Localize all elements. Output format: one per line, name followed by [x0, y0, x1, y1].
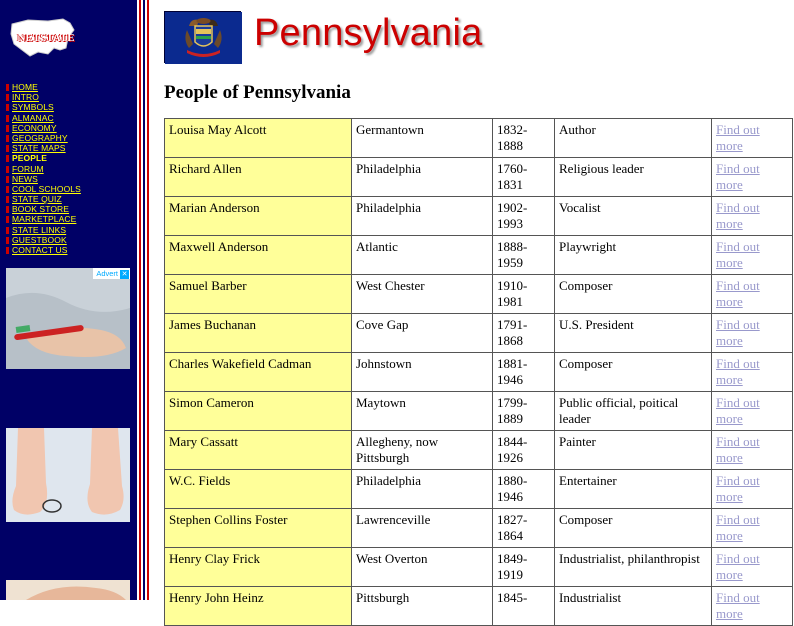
table-row	[165, 314, 793, 353]
find-out-more-link[interactable]: Find out more	[716, 161, 760, 192]
table-row	[165, 197, 793, 236]
bullet-icon	[6, 166, 9, 173]
nav-link-news[interactable]: NEWS	[12, 173, 38, 184]
nav-item-geography[interactable]	[6, 132, 81, 142]
table-row	[165, 392, 793, 431]
find-out-more-link[interactable]: Find out more	[716, 434, 760, 465]
person-occupation: Entertainer	[555, 470, 712, 509]
person-occupation: Industrialist	[555, 587, 712, 626]
find-out-more-cell	[712, 392, 793, 431]
close-icon[interactable]: ✕	[121, 271, 128, 278]
bullet-icon	[6, 104, 9, 111]
find-out-more-link[interactable]: Find out more	[716, 551, 760, 582]
nav-link-home[interactable]: HOME	[12, 82, 38, 92]
page-title: Pennsylvania	[254, 12, 483, 54]
table-row	[165, 353, 793, 392]
table-row	[165, 236, 793, 275]
table-row	[165, 509, 793, 548]
find-out-more-link[interactable]: Find out more	[716, 512, 760, 543]
nav-item-state-quiz[interactable]	[6, 193, 81, 203]
person-birthplace: Philadelphia	[352, 158, 493, 197]
nav-item-almanac[interactable]	[6, 112, 81, 122]
person-birthplace: Maytown	[352, 392, 493, 431]
person-occupation: Composer	[555, 353, 712, 392]
person-occupation: Vocalist	[555, 197, 712, 236]
find-out-more-cell	[712, 470, 793, 509]
table-row	[165, 431, 793, 470]
bullet-icon	[6, 155, 9, 162]
find-out-more-link[interactable]: Find out more	[716, 356, 760, 387]
find-out-more-cell	[712, 275, 793, 314]
bullet-icon	[6, 115, 9, 122]
person-name: Charles Wakefield Cadman	[165, 353, 352, 392]
person-years: 1902-1993	[493, 197, 555, 236]
logo-text: NETSTATE	[17, 32, 75, 44]
nav-link-state-maps[interactable]: STATE MAPS	[12, 143, 66, 154]
ad-image-hands[interactable]	[6, 580, 130, 600]
people-table	[164, 118, 793, 626]
person-birthplace: Philadelphia	[352, 197, 493, 236]
person-birthplace: Pittsburgh	[352, 587, 493, 626]
person-years: 1845-	[493, 587, 555, 626]
person-birthplace: Cove Gap	[352, 314, 493, 353]
person-years: 1844-1926	[493, 431, 555, 470]
nav-item-book-store[interactable]	[6, 203, 81, 213]
person-name: Stephen Collins Foster	[165, 509, 352, 548]
person-name: Marian Anderson	[165, 197, 352, 236]
person-birthplace: Johnstown	[352, 353, 493, 392]
person-name: W.C. Fields	[165, 470, 352, 509]
find-out-more-link[interactable]: Find out more	[716, 317, 760, 348]
bullet-icon	[6, 135, 9, 142]
find-out-more-cell	[712, 548, 793, 587]
nav-link-state-quiz[interactable]: STATE QUIZ	[12, 194, 62, 205]
person-years: 1832-1888	[493, 119, 555, 158]
nav-link-marketplace[interactable]: MARKETPLACE	[12, 214, 77, 225]
person-name: Henry Clay Frick	[165, 548, 352, 587]
nav-link-contact-us[interactable]: CONTACT US	[12, 245, 68, 255]
person-occupation: Author	[555, 119, 712, 158]
person-occupation: Composer	[555, 275, 712, 314]
ad-image-feet[interactable]	[6, 428, 130, 522]
find-out-more-link[interactable]: Find out more	[716, 278, 760, 309]
find-out-more-cell	[712, 158, 793, 197]
nav-item-state-links[interactable]	[6, 224, 81, 234]
person-birthplace: West Chester	[352, 275, 493, 314]
bullet-icon	[6, 196, 9, 203]
nav-item-intro[interactable]	[6, 91, 81, 101]
nav-link-geography[interactable]: GEOGRAPHY	[12, 132, 68, 143]
nav-item-marketplace[interactable]	[6, 213, 81, 223]
person-birthplace: Philadelphia	[352, 470, 493, 509]
person-years: 1910-1981	[493, 275, 555, 314]
nav-link-economy[interactable]: ECONOMY	[12, 122, 57, 133]
nav-item-home[interactable]	[6, 81, 81, 91]
person-years: 1849-1919	[493, 548, 555, 587]
bullet-icon	[6, 94, 9, 101]
ad-choices-badge[interactable]	[93, 268, 130, 279]
table-row	[165, 548, 793, 587]
nav-item-news[interactable]	[6, 173, 81, 183]
netstate-logo[interactable]	[8, 14, 78, 64]
person-name: Richard Allen	[165, 158, 352, 197]
person-occupation: Composer	[555, 509, 712, 548]
find-out-more-cell	[712, 314, 793, 353]
person-birthplace: Allegheny, now Pittsburgh	[352, 431, 493, 470]
find-out-more-link[interactable]: Find out more	[716, 395, 760, 426]
person-birthplace: Atlantic	[352, 236, 493, 275]
find-out-more-cell	[712, 236, 793, 275]
bullet-icon	[6, 247, 9, 254]
nav-item-cool-schools[interactable]	[6, 183, 81, 193]
nav-link-intro[interactable]: INTRO	[12, 92, 39, 103]
bullet-icon	[6, 237, 9, 244]
find-out-more-link[interactable]: Find out more	[716, 200, 760, 231]
person-birthplace: Germantown	[352, 119, 493, 158]
nav-link-guestbook[interactable]: GUESTBOOK	[12, 234, 67, 245]
nav-item-economy[interactable]	[6, 122, 81, 132]
bullet-icon	[6, 206, 9, 213]
person-occupation: Painter	[555, 431, 712, 470]
feet-ad-image	[6, 428, 130, 522]
person-years: 1791-1868	[493, 314, 555, 353]
nav-link-almanac[interactable]: ALMANAC	[12, 112, 54, 123]
nav-link-people[interactable]: PEOPLE	[12, 153, 48, 164]
person-name: Louisa May Alcott	[165, 119, 352, 158]
person-years: 1888-1959	[493, 236, 555, 275]
find-out-more-link[interactable]: Find out more	[716, 473, 760, 504]
find-out-more-cell	[712, 197, 793, 236]
find-out-more-cell	[712, 431, 793, 470]
person-name: Simon Cameron	[165, 392, 352, 431]
person-years: 1827-1864	[493, 509, 555, 548]
pa-coat-of-arms-icon	[165, 12, 242, 64]
nav-item-people[interactable]	[6, 152, 81, 162]
bullet-icon	[6, 186, 9, 193]
nav-link-symbols[interactable]: SYMBOLS	[12, 102, 54, 113]
toothbrush-ad-image	[6, 268, 130, 369]
find-out-more-link[interactable]: Find out more	[716, 590, 760, 621]
person-name: Samuel Barber	[165, 275, 352, 314]
bullet-icon	[6, 145, 9, 152]
person-name: Henry John Heinz	[165, 587, 352, 626]
table-row	[165, 275, 793, 314]
person-occupation: Playwright	[555, 236, 712, 275]
table-row	[165, 119, 793, 158]
nav-item-guestbook[interactable]	[6, 234, 81, 244]
bullet-icon	[6, 125, 9, 132]
ad-label: Advert	[96, 269, 118, 278]
bullet-icon	[6, 84, 9, 91]
ad-image-toothbrush[interactable]	[6, 268, 130, 369]
person-occupation: Public official, poitical leader	[555, 392, 712, 431]
pennsylvania-flag	[164, 11, 241, 63]
person-years: 1760-1831	[493, 158, 555, 197]
page-heading: People of Pennsylvania	[164, 82, 351, 103]
person-name: Maxwell Anderson	[165, 236, 352, 275]
person-occupation: Industrialist, philanthropist	[555, 548, 712, 587]
nav-item-symbols[interactable]	[6, 101, 81, 111]
nav-item-state-maps[interactable]	[6, 142, 81, 152]
person-occupation: U.S. President	[555, 314, 712, 353]
person-years: 1881-1946	[493, 353, 555, 392]
bullet-icon	[6, 227, 9, 234]
nav-link-cool-schools[interactable]: COOL SCHOOLS	[12, 183, 81, 194]
table-row	[165, 470, 793, 509]
sidebar	[0, 0, 137, 600]
find-out-more-cell	[712, 509, 793, 548]
person-name: James Buchanan	[165, 314, 352, 353]
person-name: Mary Cassatt	[165, 431, 352, 470]
sidebar-nav	[6, 81, 81, 254]
bullet-icon	[6, 176, 9, 183]
find-out-more-cell	[712, 119, 793, 158]
find-out-more-link[interactable]: Find out more	[716, 122, 760, 153]
hands-ad-image	[6, 580, 130, 600]
person-occupation: Religious leader	[555, 158, 712, 197]
nav-link-book-store[interactable]: BOOK STORE	[12, 204, 70, 215]
person-years: 1880-1946	[493, 470, 555, 509]
find-out-more-cell	[712, 587, 793, 626]
table-row	[165, 158, 793, 197]
person-years: 1799-1889	[493, 392, 555, 431]
nav-item-forum[interactable]	[6, 163, 81, 173]
person-birthplace: West Overton	[352, 548, 493, 587]
nav-link-forum[interactable]: FORUM	[12, 163, 44, 174]
find-out-more-cell	[712, 353, 793, 392]
bullet-icon	[6, 216, 9, 223]
find-out-more-link[interactable]: Find out more	[716, 239, 760, 270]
sidebar-stripes	[137, 0, 151, 600]
table-row	[165, 587, 793, 626]
person-birthplace: Lawrenceville	[352, 509, 493, 548]
nav-item-contact-us[interactable]	[6, 244, 81, 254]
nav-link-state-links[interactable]: STATE LINKS	[12, 224, 67, 235]
